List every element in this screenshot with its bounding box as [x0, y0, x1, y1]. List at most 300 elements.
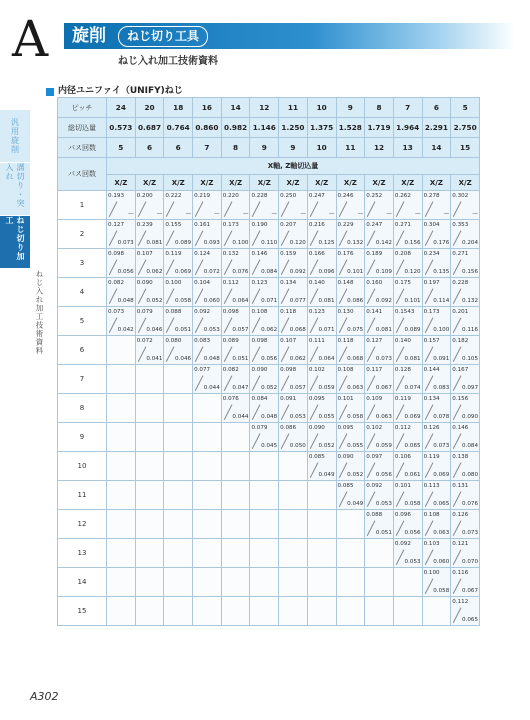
- pass-number: 3: [58, 249, 107, 278]
- empty-cell: [307, 539, 336, 568]
- z-value: 0.077: [289, 298, 306, 304]
- x-value: 0.104: [194, 280, 211, 286]
- z-value: 0.044: [203, 385, 220, 391]
- xz-cell: [422, 365, 451, 394]
- x-value: 0.140: [308, 280, 325, 286]
- x-value: 0.197: [423, 280, 440, 286]
- z-value: 0.063: [375, 414, 392, 420]
- x-value: 0.222: [165, 193, 182, 199]
- depth-value: 0.764: [164, 118, 193, 138]
- xz-cell: [221, 307, 250, 336]
- xz-cell: [393, 249, 422, 278]
- x-value: 0.127: [108, 222, 125, 228]
- z-value: 0.044: [232, 414, 249, 420]
- empty-cell: [307, 597, 336, 626]
- x-value: 0.134: [423, 396, 440, 402]
- pass-number: 12: [58, 510, 107, 539]
- pass-row: [58, 481, 480, 510]
- z-value: 0.049: [318, 472, 335, 478]
- z-value: 0.052: [347, 472, 364, 478]
- xz-cell: [164, 220, 193, 249]
- empty-cell: [221, 423, 250, 452]
- pass-number: 1: [58, 191, 107, 220]
- xz-cell: [250, 278, 279, 307]
- empty-cell: [164, 452, 193, 481]
- xz-cell: [279, 307, 308, 336]
- xz-cell: [307, 365, 336, 394]
- x-value: 0.228: [452, 280, 469, 286]
- z-value: 0.135: [433, 269, 450, 275]
- empty-cell: [135, 568, 164, 597]
- xz-cell: [193, 191, 222, 220]
- x-value: 0.086: [280, 425, 297, 431]
- x-value: 0.119: [165, 251, 182, 257]
- z-value: 0.110: [261, 240, 278, 246]
- xz-cell: [422, 568, 451, 597]
- xz-cell: [221, 365, 250, 394]
- xz-cell: [365, 423, 394, 452]
- xz-cell: [279, 394, 308, 423]
- pitch-value: 10: [307, 98, 336, 118]
- empty-cell: [193, 423, 222, 452]
- z-value: 0.050: [289, 443, 306, 449]
- z-value: 0.156: [404, 240, 421, 246]
- z-value: 0.109: [375, 269, 392, 275]
- x-value: 0.155: [165, 222, 182, 228]
- axis-header-row: [58, 158, 480, 175]
- xz-cell: [307, 249, 336, 278]
- x-value: 0.113: [423, 483, 440, 489]
- depth-value: 0.573: [107, 118, 136, 138]
- xz-cell: [336, 365, 365, 394]
- x-value: 0.131: [452, 483, 469, 489]
- x-value: 0.173: [222, 222, 239, 228]
- x-value: 0.112: [394, 425, 411, 431]
- x-value: 0.124: [194, 251, 211, 257]
- z-value: 0.053: [289, 414, 306, 420]
- xz-cell: [422, 452, 451, 481]
- xz-cell: [422, 394, 451, 423]
- z-value: 0.125: [318, 240, 335, 246]
- xz-cell: [365, 249, 394, 278]
- xz-cell: [250, 336, 279, 365]
- x-value: 0.108: [423, 512, 440, 518]
- page-subtitle: ねじ入れ加工技術資料: [118, 56, 218, 67]
- xz-cell: [422, 481, 451, 510]
- z-value: 0.063: [433, 530, 450, 536]
- xz-cell: [365, 452, 394, 481]
- x-value: 0.096: [394, 512, 411, 518]
- pass-row: [58, 510, 480, 539]
- xz-cell: [107, 191, 136, 220]
- xz-cell: [221, 394, 250, 423]
- xz-cell: [135, 278, 164, 307]
- pass-row: [58, 220, 480, 249]
- z-value: 0.068: [289, 327, 306, 333]
- pass-row: [58, 423, 480, 452]
- x-value: 0.108: [251, 309, 268, 315]
- xz-cell: [451, 336, 480, 365]
- x-value: 0.190: [251, 222, 268, 228]
- pitch-value: 24: [107, 98, 136, 118]
- pitch-row: [58, 98, 480, 118]
- xz-cell: [365, 510, 394, 539]
- x-value: 0.085: [308, 454, 325, 460]
- z-value: 0.060: [433, 559, 450, 565]
- x-value: 0.098: [251, 338, 268, 344]
- z-value: 0.073: [117, 240, 134, 246]
- passes-label: パス回数: [58, 138, 107, 158]
- x-value: 0.157: [423, 338, 440, 344]
- x-value: 0.098: [108, 251, 125, 257]
- empty-cell: [193, 568, 222, 597]
- empty-cell: [393, 597, 422, 626]
- xz-label: X/Z: [451, 175, 480, 191]
- x-value: 0.098: [280, 367, 297, 373]
- x-value: 0.082: [108, 280, 125, 286]
- x-value: 0.239: [136, 222, 153, 228]
- xz-cell: [221, 220, 250, 249]
- empty-cell: [336, 597, 365, 626]
- x-value: 0.156: [452, 396, 469, 402]
- x-value: 0.085: [337, 483, 354, 489]
- empty-cell: [250, 568, 279, 597]
- x-value: 0.123: [308, 309, 325, 315]
- xz-cell: [250, 365, 279, 394]
- z-value: 0.065: [433, 501, 450, 507]
- z-value: 0.100: [433, 327, 450, 333]
- xz-cell: [393, 481, 422, 510]
- pass-count-label: パス回数: [58, 158, 107, 191]
- xz-cell: [336, 336, 365, 365]
- z-value: —: [242, 211, 249, 217]
- empty-cell: [279, 510, 308, 539]
- pitch-value: 11: [279, 98, 308, 118]
- x-value: 0.118: [337, 338, 354, 344]
- depth-label: 総切込量: [58, 118, 107, 138]
- z-value: 0.156: [461, 269, 478, 275]
- pass-number: 10: [58, 452, 107, 481]
- empty-cell: [250, 452, 279, 481]
- xz-cell: [307, 336, 336, 365]
- xz-cell: [221, 336, 250, 365]
- z-value: 0.090: [461, 414, 478, 420]
- category-title: 旋削: [72, 26, 106, 46]
- x-value: 0.080: [165, 338, 182, 344]
- xz-cell: [451, 394, 480, 423]
- z-value: 0.067: [375, 385, 392, 391]
- x-value: 0.278: [423, 193, 440, 199]
- z-value: 0.059: [375, 443, 392, 449]
- xz-cell: [135, 307, 164, 336]
- z-value: 0.072: [203, 269, 220, 275]
- empty-cell: [365, 597, 394, 626]
- xz-cell: [422, 423, 451, 452]
- empty-cell: [107, 394, 136, 423]
- side-tab-threading[interactable]: ねじ切り加工: [0, 216, 30, 269]
- z-value: 0.051: [232, 356, 249, 362]
- x-value: 0.103: [423, 541, 440, 547]
- z-value: 0.070: [461, 559, 478, 565]
- pitch-value: 14: [221, 98, 250, 118]
- x-value: 0.247: [366, 222, 383, 228]
- x-value: 0.095: [337, 425, 354, 431]
- z-value: —: [271, 211, 278, 217]
- passes-value: 6: [135, 138, 164, 158]
- depth-value: 0.982: [221, 118, 250, 138]
- x-value: 0.146: [452, 425, 469, 431]
- x-value: 0.148: [337, 280, 354, 286]
- pass-row: [58, 365, 480, 394]
- pitch-value: 7: [393, 98, 422, 118]
- empty-cell: [135, 365, 164, 394]
- x-value: 0.111: [308, 338, 325, 344]
- x-value: 0.100: [165, 280, 182, 286]
- empty-cell: [250, 539, 279, 568]
- z-value: 0.080: [461, 472, 478, 478]
- xz-cell: [307, 307, 336, 336]
- x-value: 0.144: [423, 367, 440, 373]
- xz-cell: [451, 452, 480, 481]
- empty-cell: [193, 539, 222, 568]
- xz-label: X/Z: [422, 175, 451, 191]
- xz-cell: [250, 249, 279, 278]
- empty-cell: [107, 568, 136, 597]
- xz-label: X/Z: [193, 175, 222, 191]
- empty-cell: [250, 510, 279, 539]
- empty-cell: [107, 597, 136, 626]
- passes-value: 10: [307, 138, 336, 158]
- empty-cell: [336, 510, 365, 539]
- z-value: 0.132: [347, 240, 364, 246]
- threading-data-table: [57, 97, 480, 626]
- passes-value: 8: [221, 138, 250, 158]
- xz-cell: [393, 510, 422, 539]
- xz-cell: [279, 278, 308, 307]
- xz-cell: [221, 278, 250, 307]
- x-value: 0.106: [394, 454, 411, 460]
- empty-cell: [193, 481, 222, 510]
- x-value: 0.182: [452, 338, 469, 344]
- empty-cell: [307, 481, 336, 510]
- xz-cell: [336, 481, 365, 510]
- xz-cell: [451, 365, 480, 394]
- z-value: —: [185, 211, 192, 217]
- x-value: 0.107: [136, 251, 153, 257]
- side-tab-general-turning[interactable]: 汎用旋削: [0, 110, 30, 163]
- z-value: 0.086: [347, 298, 364, 304]
- x-value: 0.132: [222, 251, 239, 257]
- x-value: 0.102: [366, 425, 383, 431]
- x-value: 0.084: [251, 396, 268, 402]
- z-value: 0.105: [461, 356, 478, 362]
- xz-cell: [250, 307, 279, 336]
- x-value: 0.072: [136, 338, 153, 344]
- x-value: 0.090: [251, 367, 268, 373]
- z-value: 0.097: [461, 385, 478, 391]
- empty-cell: [365, 568, 394, 597]
- x-value: 0.219: [194, 193, 211, 199]
- empty-cell: [250, 481, 279, 510]
- x-value: 0.119: [423, 454, 440, 460]
- side-tab-grooving[interactable]: 溝切り・突入れ: [0, 163, 30, 216]
- xz-cell: [451, 568, 480, 597]
- xz-cell: [193, 307, 222, 336]
- depth-value: 2.291: [422, 118, 451, 138]
- pass-number: 4: [58, 278, 107, 307]
- z-value: 0.069: [175, 269, 192, 275]
- z-value: —: [300, 211, 306, 217]
- x-value: 0.090: [337, 454, 354, 460]
- xz-cell: [279, 191, 308, 220]
- xz-cell: [193, 278, 222, 307]
- pass-number: 11: [58, 481, 107, 510]
- xz-cell: [451, 220, 480, 249]
- xz-cell: [422, 510, 451, 539]
- z-value: 0.059: [318, 385, 335, 391]
- x-value: 0.302: [452, 193, 469, 199]
- depth-value: 1.719: [365, 118, 394, 138]
- z-value: 0.092: [375, 298, 392, 304]
- empty-cell: [164, 365, 193, 394]
- xz-cell: [365, 336, 394, 365]
- z-value: 0.046: [175, 356, 192, 362]
- z-value: 0.076: [461, 501, 478, 507]
- xz-cell: [451, 191, 480, 220]
- xz-cell: [164, 278, 193, 307]
- x-value: 0.173: [423, 309, 440, 315]
- z-value: 0.047: [232, 385, 249, 391]
- z-value: 0.058: [347, 414, 364, 420]
- xz-cell: [451, 539, 480, 568]
- x-value: 0.271: [452, 251, 469, 257]
- empty-cell: [193, 597, 222, 626]
- xz-cell: [193, 249, 222, 278]
- empty-cell: [365, 539, 394, 568]
- passes-value: 9: [250, 138, 279, 158]
- x-value: 0.117: [366, 367, 383, 373]
- z-value: —: [386, 211, 392, 217]
- z-value: 0.081: [375, 327, 392, 333]
- pass-row: [58, 278, 480, 307]
- x-value: 0.082: [222, 367, 239, 373]
- z-value: 0.073: [375, 356, 392, 362]
- z-value: 0.041: [146, 356, 163, 362]
- x-value: 0.159: [280, 251, 297, 257]
- z-value: 0.132: [461, 298, 478, 304]
- section-title: 内径ユニファイ（UNIFY)ねじ: [58, 86, 183, 96]
- xz-cell: [307, 423, 336, 452]
- xz-cell: [250, 423, 279, 452]
- z-value: 0.057: [289, 385, 306, 391]
- xz-cell: [365, 278, 394, 307]
- empty-cell: [135, 597, 164, 626]
- xz-cell: [336, 191, 365, 220]
- depth-value: 1.146: [250, 118, 279, 138]
- x-value: 0.076: [222, 396, 239, 402]
- xz-cell: [422, 307, 451, 336]
- z-value: —: [156, 211, 163, 217]
- pass-row: [58, 597, 480, 626]
- z-value: 0.081: [318, 298, 335, 304]
- z-value: 0.048: [203, 356, 220, 362]
- x-value: 0.166: [308, 251, 325, 257]
- z-value: 0.176: [433, 240, 450, 246]
- xz-cell: [422, 336, 451, 365]
- xz-cell: [336, 394, 365, 423]
- xz-cell: [393, 191, 422, 220]
- xz-cell: [193, 365, 222, 394]
- x-value: 0.097: [366, 454, 383, 460]
- z-value: 0.063: [347, 385, 364, 391]
- x-value: 0.112: [222, 280, 239, 286]
- xz-cell: [164, 307, 193, 336]
- depth-row: [58, 118, 480, 138]
- z-value: 0.056: [375, 472, 392, 478]
- pass-number: 14: [58, 568, 107, 597]
- x-value: 0.112: [452, 599, 469, 605]
- x-value: 0.262: [394, 193, 411, 199]
- xz-cell: [107, 307, 136, 336]
- x-value: 0.128: [394, 367, 411, 373]
- x-value: 0.090: [308, 425, 325, 431]
- x-value: 0.116: [452, 570, 469, 576]
- empty-cell: [307, 568, 336, 597]
- xz-cell: [135, 191, 164, 220]
- x-value: 0.101: [337, 396, 354, 402]
- z-value: 0.060: [203, 298, 220, 304]
- z-value: 0.074: [404, 385, 421, 391]
- x-value: 0.073: [108, 309, 125, 315]
- x-value: 0.101: [394, 483, 411, 489]
- z-value: 0.081: [404, 356, 421, 362]
- x-value: 0.107: [280, 338, 297, 344]
- pass-row: [58, 249, 480, 278]
- z-value: 0.068: [347, 356, 364, 362]
- xz-cell: [451, 278, 480, 307]
- x-value: 0.092: [366, 483, 383, 489]
- z-value: 0.052: [146, 298, 163, 304]
- z-value: 0.100: [232, 240, 249, 246]
- empty-cell: [250, 597, 279, 626]
- xz-cell: [451, 423, 480, 452]
- empty-cell: [336, 539, 365, 568]
- z-value: 0.092: [289, 269, 306, 275]
- xz-cell: [451, 481, 480, 510]
- xz-cell: [307, 220, 336, 249]
- empty-cell: [422, 597, 451, 626]
- xz-cell: [393, 336, 422, 365]
- empty-cell: [135, 481, 164, 510]
- z-value: —: [414, 211, 421, 217]
- depth-value: 2.750: [451, 118, 480, 138]
- xz-cell: [135, 336, 164, 365]
- empty-cell: [107, 423, 136, 452]
- xz-cell: [250, 220, 279, 249]
- empty-cell: [193, 452, 222, 481]
- xz-cell: [365, 394, 394, 423]
- empty-cell: [164, 597, 193, 626]
- pass-number: 9: [58, 423, 107, 452]
- empty-cell: [107, 452, 136, 481]
- pitch-value: 8: [365, 98, 394, 118]
- x-value: 0.092: [394, 541, 411, 547]
- xz-cell: [336, 220, 365, 249]
- x-value: 0.130: [337, 309, 354, 315]
- z-value: 0.049: [347, 501, 364, 507]
- xz-label: X/Z: [365, 175, 394, 191]
- pass-row: [58, 568, 480, 597]
